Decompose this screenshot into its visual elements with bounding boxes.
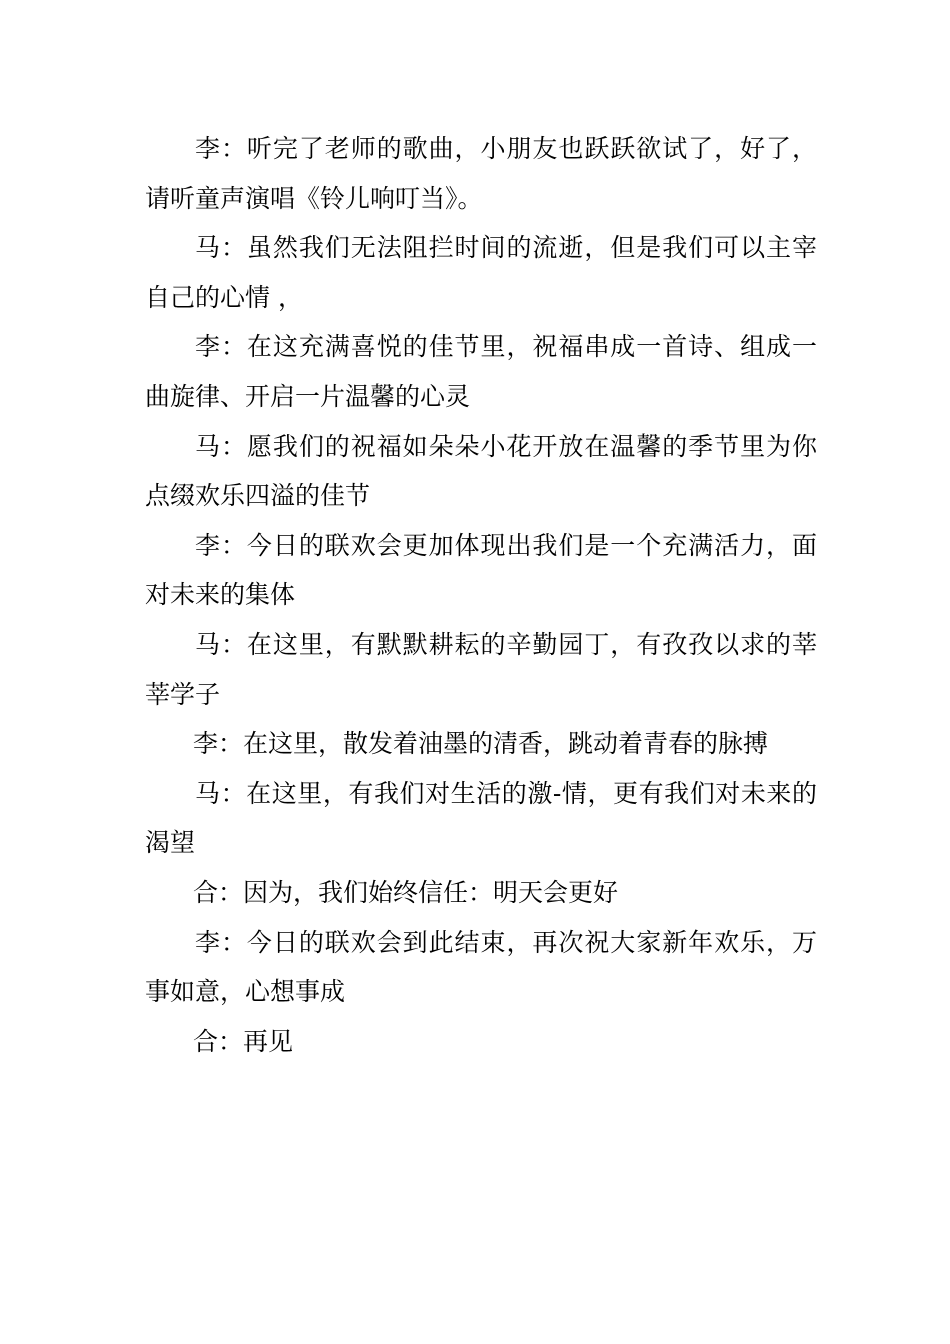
paragraph-ma-3: 马：在这里，有默默耕耘的辛勤园丁，有孜孜以求的莘莘学子 [145,629,817,709]
paragraph-he-2: 合：再见 [193,1026,294,1056]
paragraph-li-1: 李：听完了老师的歌曲，小朋友也跃跃欲试了，好了，请听童声演唱《铃儿响叮当》。 [145,134,817,213]
paragraph-ma-1: 马：虽然我们无法阻拦时间的流逝，但是我们可以主宰自己的心情 ， [145,233,817,312]
paragraph-li-4: 李：在这里，散发着油墨的清香，跳动着青春的脉搏 [193,729,769,759]
paragraph-li-2: 李：在这充满喜悦的佳节里，祝福串成一首诗、组成一曲旋律、开启一片温馨的心灵 [145,332,817,411]
paragraph-ma-2: 马：愿我们的祝福如朵朵小花开放在温馨的季节里为你点缀欢乐四溢的佳节 [145,431,817,511]
paragraph-he-1: 合：因为，我们始终信任：明天会更好 [193,877,619,907]
paragraph-ma-4: 马：在这里，有我们对生活的激-情，更有我们对未来的渴望 [145,778,817,858]
paragraph-li-5: 李：今日的联欢会到此结束，再次祝大家新年欢乐，万事如意，心想事成 [145,927,817,1007]
document-body [145,124,817,1066]
paragraph-li-3: 李：今日的联欢会更加体现出我们是一个充满活力，面对未来的集体 [145,530,817,610]
